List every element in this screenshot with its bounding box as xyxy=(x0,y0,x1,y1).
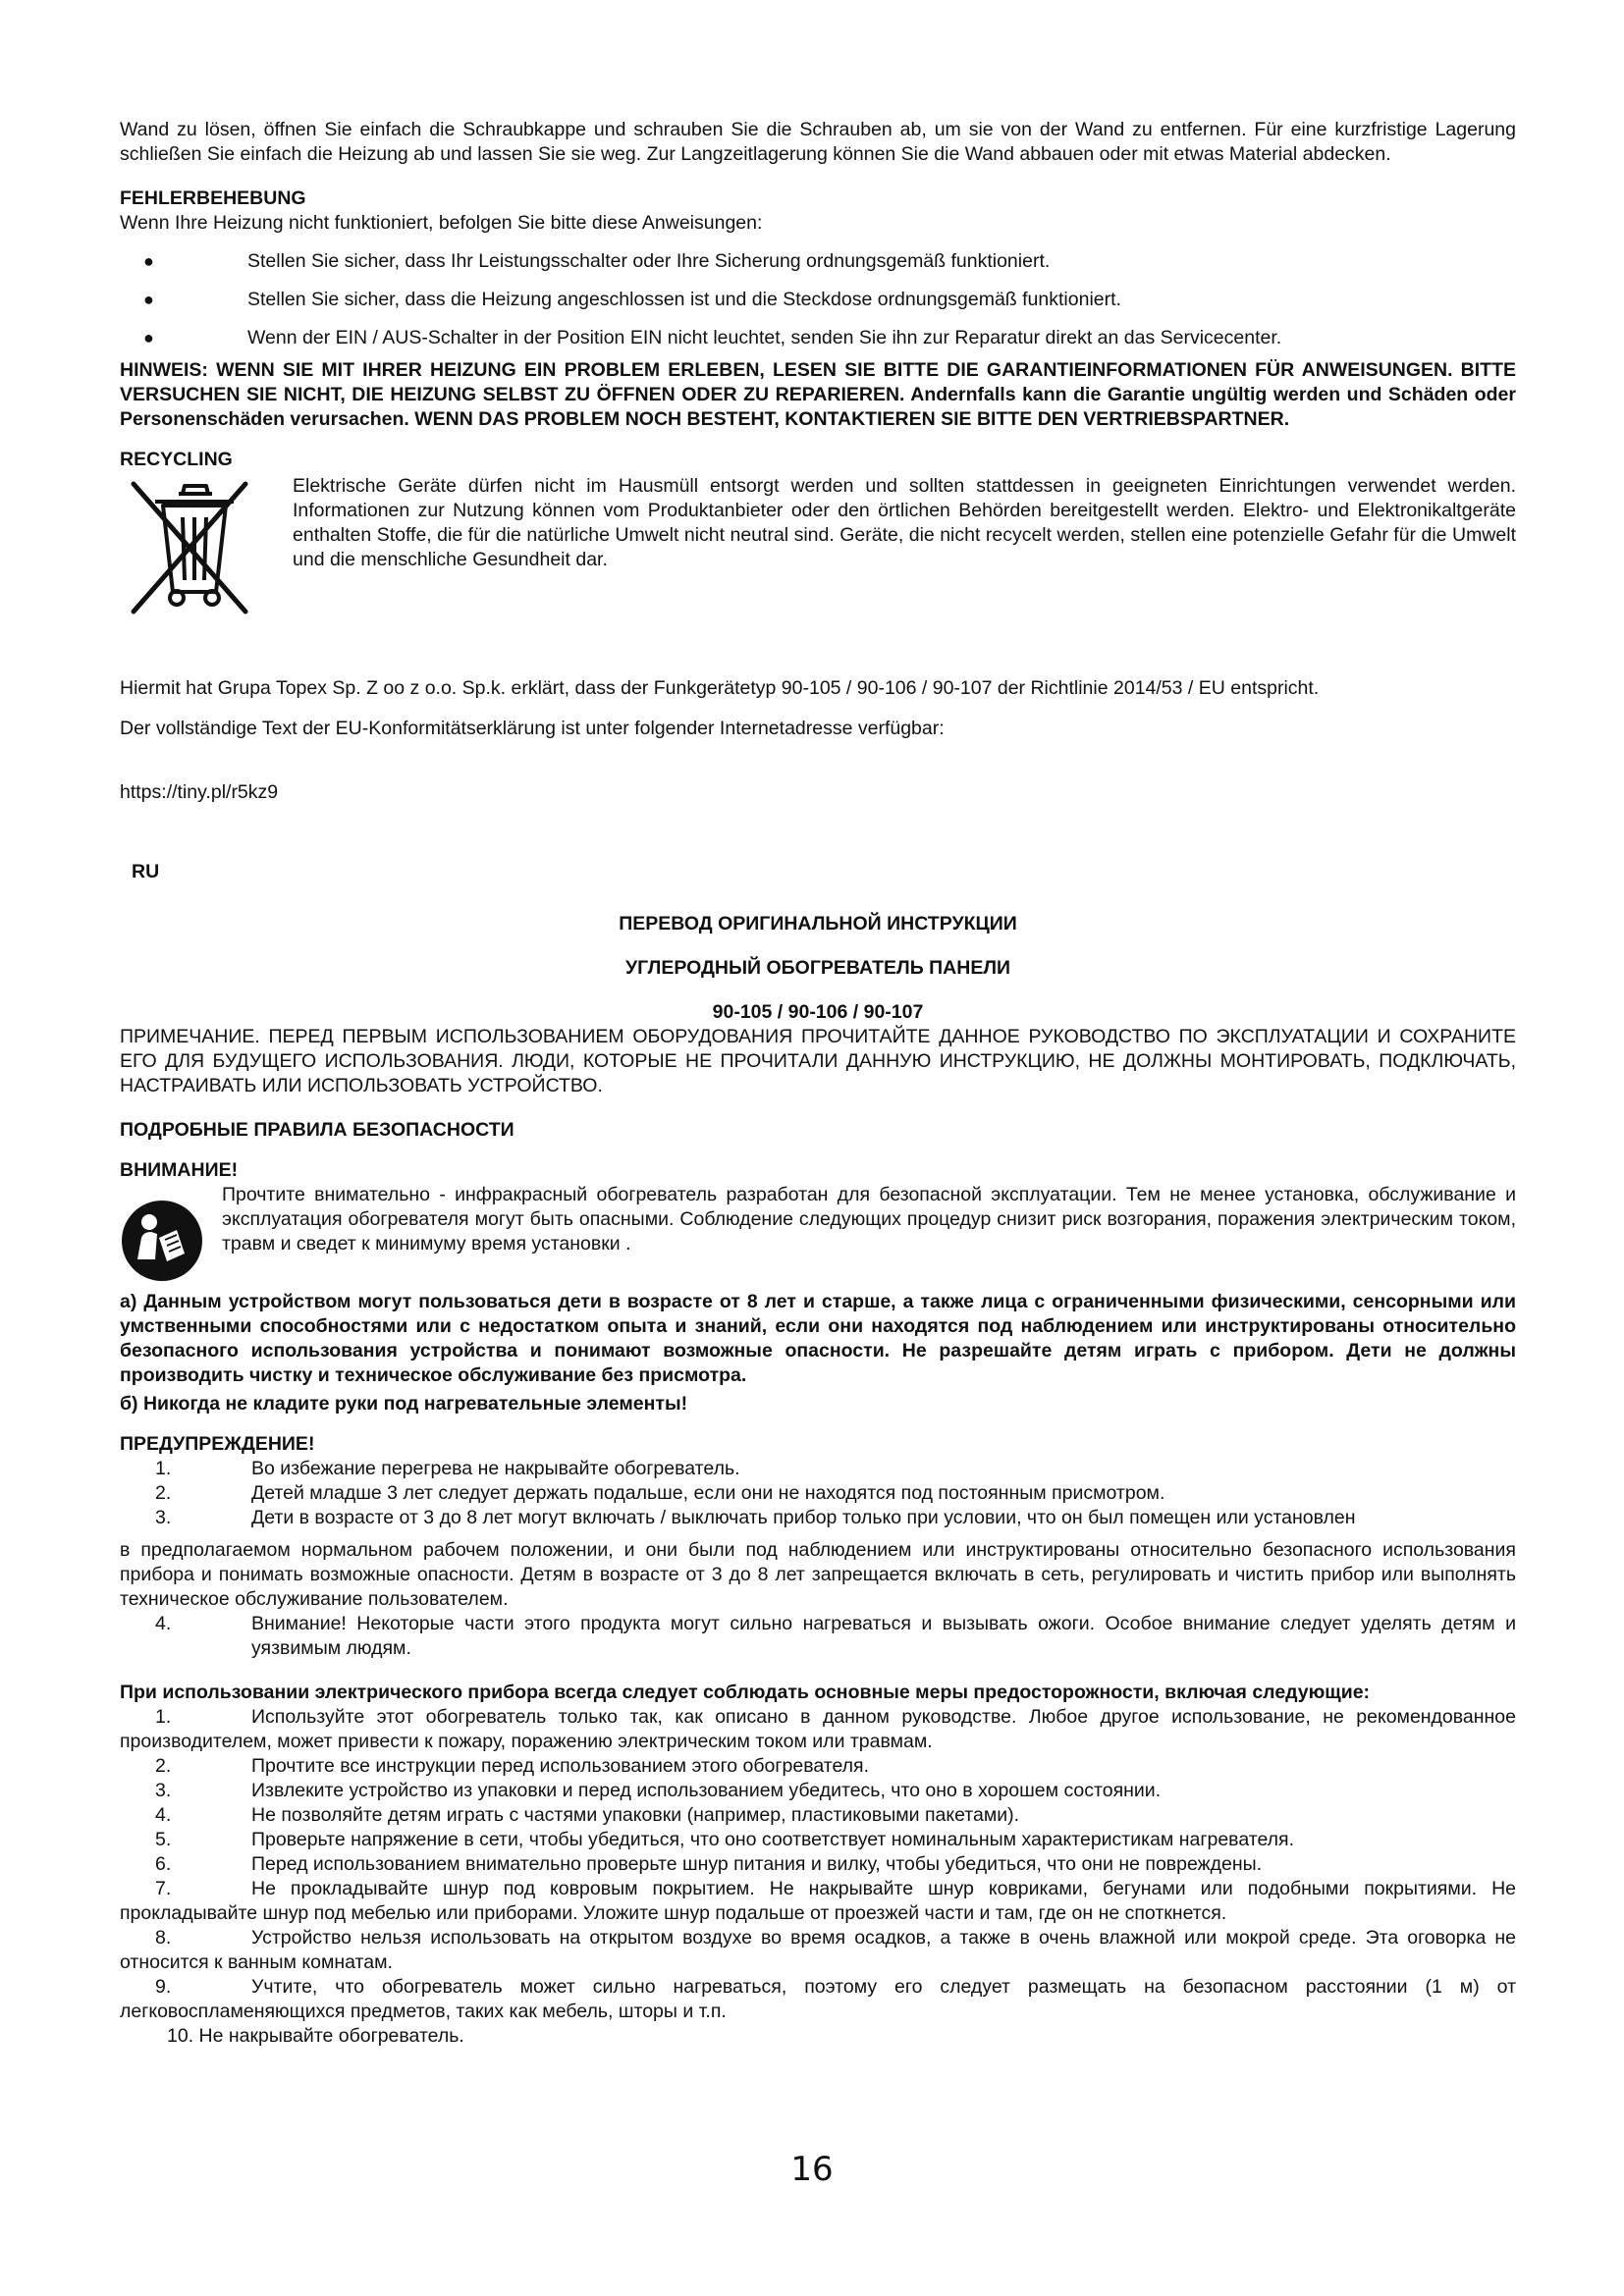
list-item xyxy=(120,1877,1516,1926)
item-text: Извлеките устройство из упаковки и перед использованием убедитесь, что оно в хорошем состоянии. xyxy=(251,1780,1162,1801)
troubleshooting-heading: FEHLERBEHEBUNG xyxy=(120,187,306,209)
attention-heading: ВНИМАНИЕ! xyxy=(120,1159,239,1181)
list-item xyxy=(120,1457,1516,1481)
item-number: 9. xyxy=(155,1976,172,1998)
item-text: Дети в возрасте от 3 до 8 лет могут включать / выключать прибор только при условии, что он был помещен или установлен xyxy=(251,1507,1356,1528)
read-manual-icon xyxy=(120,1183,222,1290)
item-number: 6. xyxy=(155,1853,172,1875)
warranty-note: HINWEIS: WENN SIE MIT IHRER HEIZUNG EIN PROBLEM ERLEBEN, LESEN SIE BITTE DIE GARANTIEINFORMATIONEN FÜR ANWEISUNGEN. BITTE VERSUCHEN SIE NICHT, DIE HEIZUNG SELBST ZU ÖFFNEN ODER ZU REPARIEREN. Andernfalls kann die Garantie ungültig werden und Schäden oder Personenschäden verursachen. WENN DAS PROBLEM NOCH BESTEHT, KONTAKTIEREN SIE BITTE DEN VERTRIEBSPARTNER. xyxy=(120,359,1516,430)
item-text: Устройство нельзя использовать на открытом воздухе во время осадков, а также в очень влажной или мокрой среде. Эта оговорка не относится к ванным комнатам. xyxy=(120,1927,1516,1973)
recycling-text: Elektrische Geräte dürfen nicht im Hausmüll entsorgt werden und sollten stattdessen in geeigneten Einrichtungen verwendet werden. Informationen zur Nutzung können vom Produktanbieter oder den örtlichen Behörden bereitgestellt werden. Elektro- und Elektronikaltgeräte enthalten Stoffe, die für die natürliche Umwelt nicht neutral sind. Geräte, die nicht recycelt werden, stellen eine potenzielle Gefahr für die Umwelt und die menschliche Gesundheit dar. xyxy=(293,475,1516,570)
list-item xyxy=(120,1506,1516,1530)
warning-3-continuation: в предполагаемом нормальном рабочем положении, и они были под наблюдением или инструктированы относительно безопасного использования прибора и понимать возможные опасности. Детям в возрасте от 3 до 8 лет запрещается включать в сеть, регулировать и чистить прибор или выполнять техническое обслуживание пользователем. xyxy=(120,1539,1516,1610)
item-number: 5. xyxy=(155,1829,172,1850)
list-item xyxy=(120,326,1516,350)
attention-item-b: б) Никогда не кладите руки под нагревательные элементы! xyxy=(120,1393,688,1415)
item-number: 7. xyxy=(155,1878,172,1899)
list-item xyxy=(120,1828,1516,1852)
safety-heading: ПОДРОБНЫЕ ПРАВИЛА БЕЗОПАСНОСТИ xyxy=(120,1119,514,1141)
precautions-list xyxy=(120,1705,1516,2024)
list-item xyxy=(120,1779,1516,1803)
translation-title: ПЕРЕВОД ОРИГИНАЛЬНОЙ ИНСТРУКЦИИ xyxy=(619,913,1017,934)
recycling-heading: RECYCLING xyxy=(120,449,233,470)
item-text: Используйте этот обогреватель только так, как описано в данном руководстве. Любое другое использование, не рекомендованное производителем, может привести к пожару, поражению электрическим током или травмам. xyxy=(120,1706,1516,1752)
conformity-declaration: Hiermit hat Grupa Topex Sp. Z oo z o.o. Sp.k. erklärt, dass der Funkgerätetyp 90-105 / 90-106 / 90-107 der Richtlinie 2014/53 / EU entspricht. xyxy=(120,677,1320,699)
attention-item-a: а) Данным устройством могут пользоваться дети в возрасте от 8 лет и старше, а также лица с ограниченными физическими, сенсорными или умственными способностями или с недостатком опыта и знаний, если они находятся под наблюдением или инструктированы относительно безопасного использования устройства и понимают возможные опасности. Не разрешайте детям играть с прибором. Дети не должны производить чистку и техническое обслуживание без присмотра. xyxy=(120,1291,1516,1386)
recycling-section xyxy=(120,474,1516,661)
item-number: 3. xyxy=(155,1507,172,1528)
item-text: Детей младше 3 лет следует держать подальше, если они не находятся под постоянным присмотром. xyxy=(251,1482,1165,1504)
list-item xyxy=(120,1852,1516,1877)
full-text-note: Der vollständige Text der EU-Konformitätserklärung ist unter folgender Internetadresse verfügbar: xyxy=(120,718,945,739)
item-number: 2. xyxy=(155,1482,172,1504)
list-item xyxy=(120,1803,1516,1828)
storage-paragraph: Wand zu lösen, öffnen Sie einfach die Schraubkappe und schrauben Sie die Schrauben ab, um sie von der Wand zu entfernen. Für eine kurzfristige Lagerung schließen Sie einfach die Heizung ab und lassen Sie sie weg. Zur Langzeitlagerung können Sie die Wand abbauen oder mit etwas Material abdecken. xyxy=(120,119,1516,165)
attention-section xyxy=(120,1183,1516,1290)
list-item xyxy=(120,1481,1516,1506)
language-code: RU xyxy=(132,861,160,882)
model-numbers: 90-105 / 90-106 / 90-107 xyxy=(712,1001,924,1023)
list-item xyxy=(120,1612,1516,1661)
item-number: 1. xyxy=(155,1458,172,1479)
item-text: Учтите, что обогреватель может сильно нагреваться, поэтому его следует размещать на безопасном расстоянии (1 м) от легковоспламеняющихся предметов, таких как мебель, шторы и т.п. xyxy=(120,1976,1516,2022)
item-number: 8. xyxy=(155,1927,172,1949)
item-number: 4. xyxy=(155,1613,172,1634)
troubleshooting-lead: Wenn Ihre Heizung nicht funktioniert, befolgen Sie bitte diese Anweisungen: xyxy=(120,212,763,234)
item-number: 1. xyxy=(155,1706,172,1728)
list-item xyxy=(120,288,1516,312)
bullet-text: Wenn der EIN / AUS-Schalter in der Position EIN nicht leuchtet, senden Sie ihn zur Reparatur direkt an das Servicecenter. xyxy=(247,327,1282,348)
precautions-heading: При использовании электрического прибора всегда следует соблюдать основные меры предосторожности, включая следующие: xyxy=(120,1682,1371,1703)
list-item xyxy=(120,1975,1516,2024)
precaution-10: 10. Не накрывайте обогреватель. xyxy=(167,2025,464,2047)
item-number: 2. xyxy=(155,1755,172,1777)
bullet-text: Stellen Sie sicher, dass die Heizung angeschlossen ist und die Steckdose ordnungsgemäß funktioniert. xyxy=(247,289,1121,310)
item-text: Не прокладывайте шнур под ковровым покрытием. Не накрывайте шнур ковриками, бегунами или подобными покрытиями. Не прокладывайте шнур под мебелью или приборами. Уложите шнур подальше от проезжей части и там, где он не споткнется. xyxy=(120,1878,1516,1924)
item-text: Прочтите все инструкции перед использованием этого обогревателя. xyxy=(251,1755,870,1777)
page-number: 16 xyxy=(790,2150,834,2189)
warning-heading: ПРЕДУПРЕЖДЕНИЕ! xyxy=(120,1433,315,1455)
bullet-icon: ● xyxy=(143,290,154,309)
bullet-icon: ● xyxy=(143,328,154,347)
item-text: Во избежание перегрева не накрывайте обогреватель. xyxy=(251,1458,740,1479)
declaration-url: https://tiny.pl/r5kz9 xyxy=(120,781,279,803)
usage-notice: ПРИМЕЧАНИЕ. ПЕРЕД ПЕРВЫМ ИСПОЛЬЗОВАНИЕМ ОБОРУДОВАНИЯ ПРОЧИТАЙТЕ ДАННОЕ РУКОВОДСТВО ПО ЭКСПЛУАТАЦИИ И СОХРАНИТЕ ЕГО ДЛЯ БУДУЩЕГО ИСПОЛЬЗОВАНИЯ. ЛЮДИ, КОТОРЫЕ НЕ ПРОЧИТАЛИ ДАННУЮ ИНСТРУКЦИЮ, НЕ ДОЛЖНЫ МОНТИРОВАТЬ, ПОДКЛЮЧАТЬ, НАСТРАИВАТЬ ИЛИ ИСПОЛЬЗОВАТЬ УСТРОЙСТВО. xyxy=(120,1026,1516,1096)
bullet-icon: ● xyxy=(143,251,154,271)
item-number: 4. xyxy=(155,1804,172,1826)
item-text: Внимание! Некоторые части этого продукта могут сильно нагреваться и вызывать ожоги. Особое внимание следует уделять детям и уязвимым людям. xyxy=(251,1613,1516,1659)
list-item xyxy=(120,1705,1516,1754)
list-item xyxy=(120,249,1516,274)
item-text: Не позволяйте детям играть с частями упаковки (например, пластиковыми пакетами). xyxy=(251,1804,1020,1826)
crossed-bin-icon xyxy=(120,474,293,661)
product-title: УГЛЕРОДНЫЙ ОБОГРЕВАТЕЛЬ ПАНЕЛИ xyxy=(624,957,1011,979)
item-text: Перед использованием внимательно проверьте шнур питания и вилку, чтобы убедиться, что они не повреждены. xyxy=(251,1853,1263,1875)
item-number: 3. xyxy=(155,1780,172,1801)
list-item xyxy=(120,1926,1516,1975)
list-item xyxy=(120,1754,1516,1779)
attention-text: Прочтите внимательно - инфракрасный обогреватель разработан для безопасной эксплуатации. Тем не менее установка, обслуживание и эксплуатация обогревателя могут быть опасными. Соблюдение следующих процедур снизит риск возгорания, поражения электрическим током, травм и сведет к минимуму время установки . xyxy=(222,1184,1516,1255)
bullet-text: Stellen Sie sicher, dass Ihr Leistungsschalter oder Ihre Sicherung ordnungsgemäß funktioniert. xyxy=(247,250,1051,272)
item-text: Проверьте напряжение в сети, чтобы убедиться, что оно соответствует номинальным характеристикам нагревателя. xyxy=(251,1829,1294,1850)
